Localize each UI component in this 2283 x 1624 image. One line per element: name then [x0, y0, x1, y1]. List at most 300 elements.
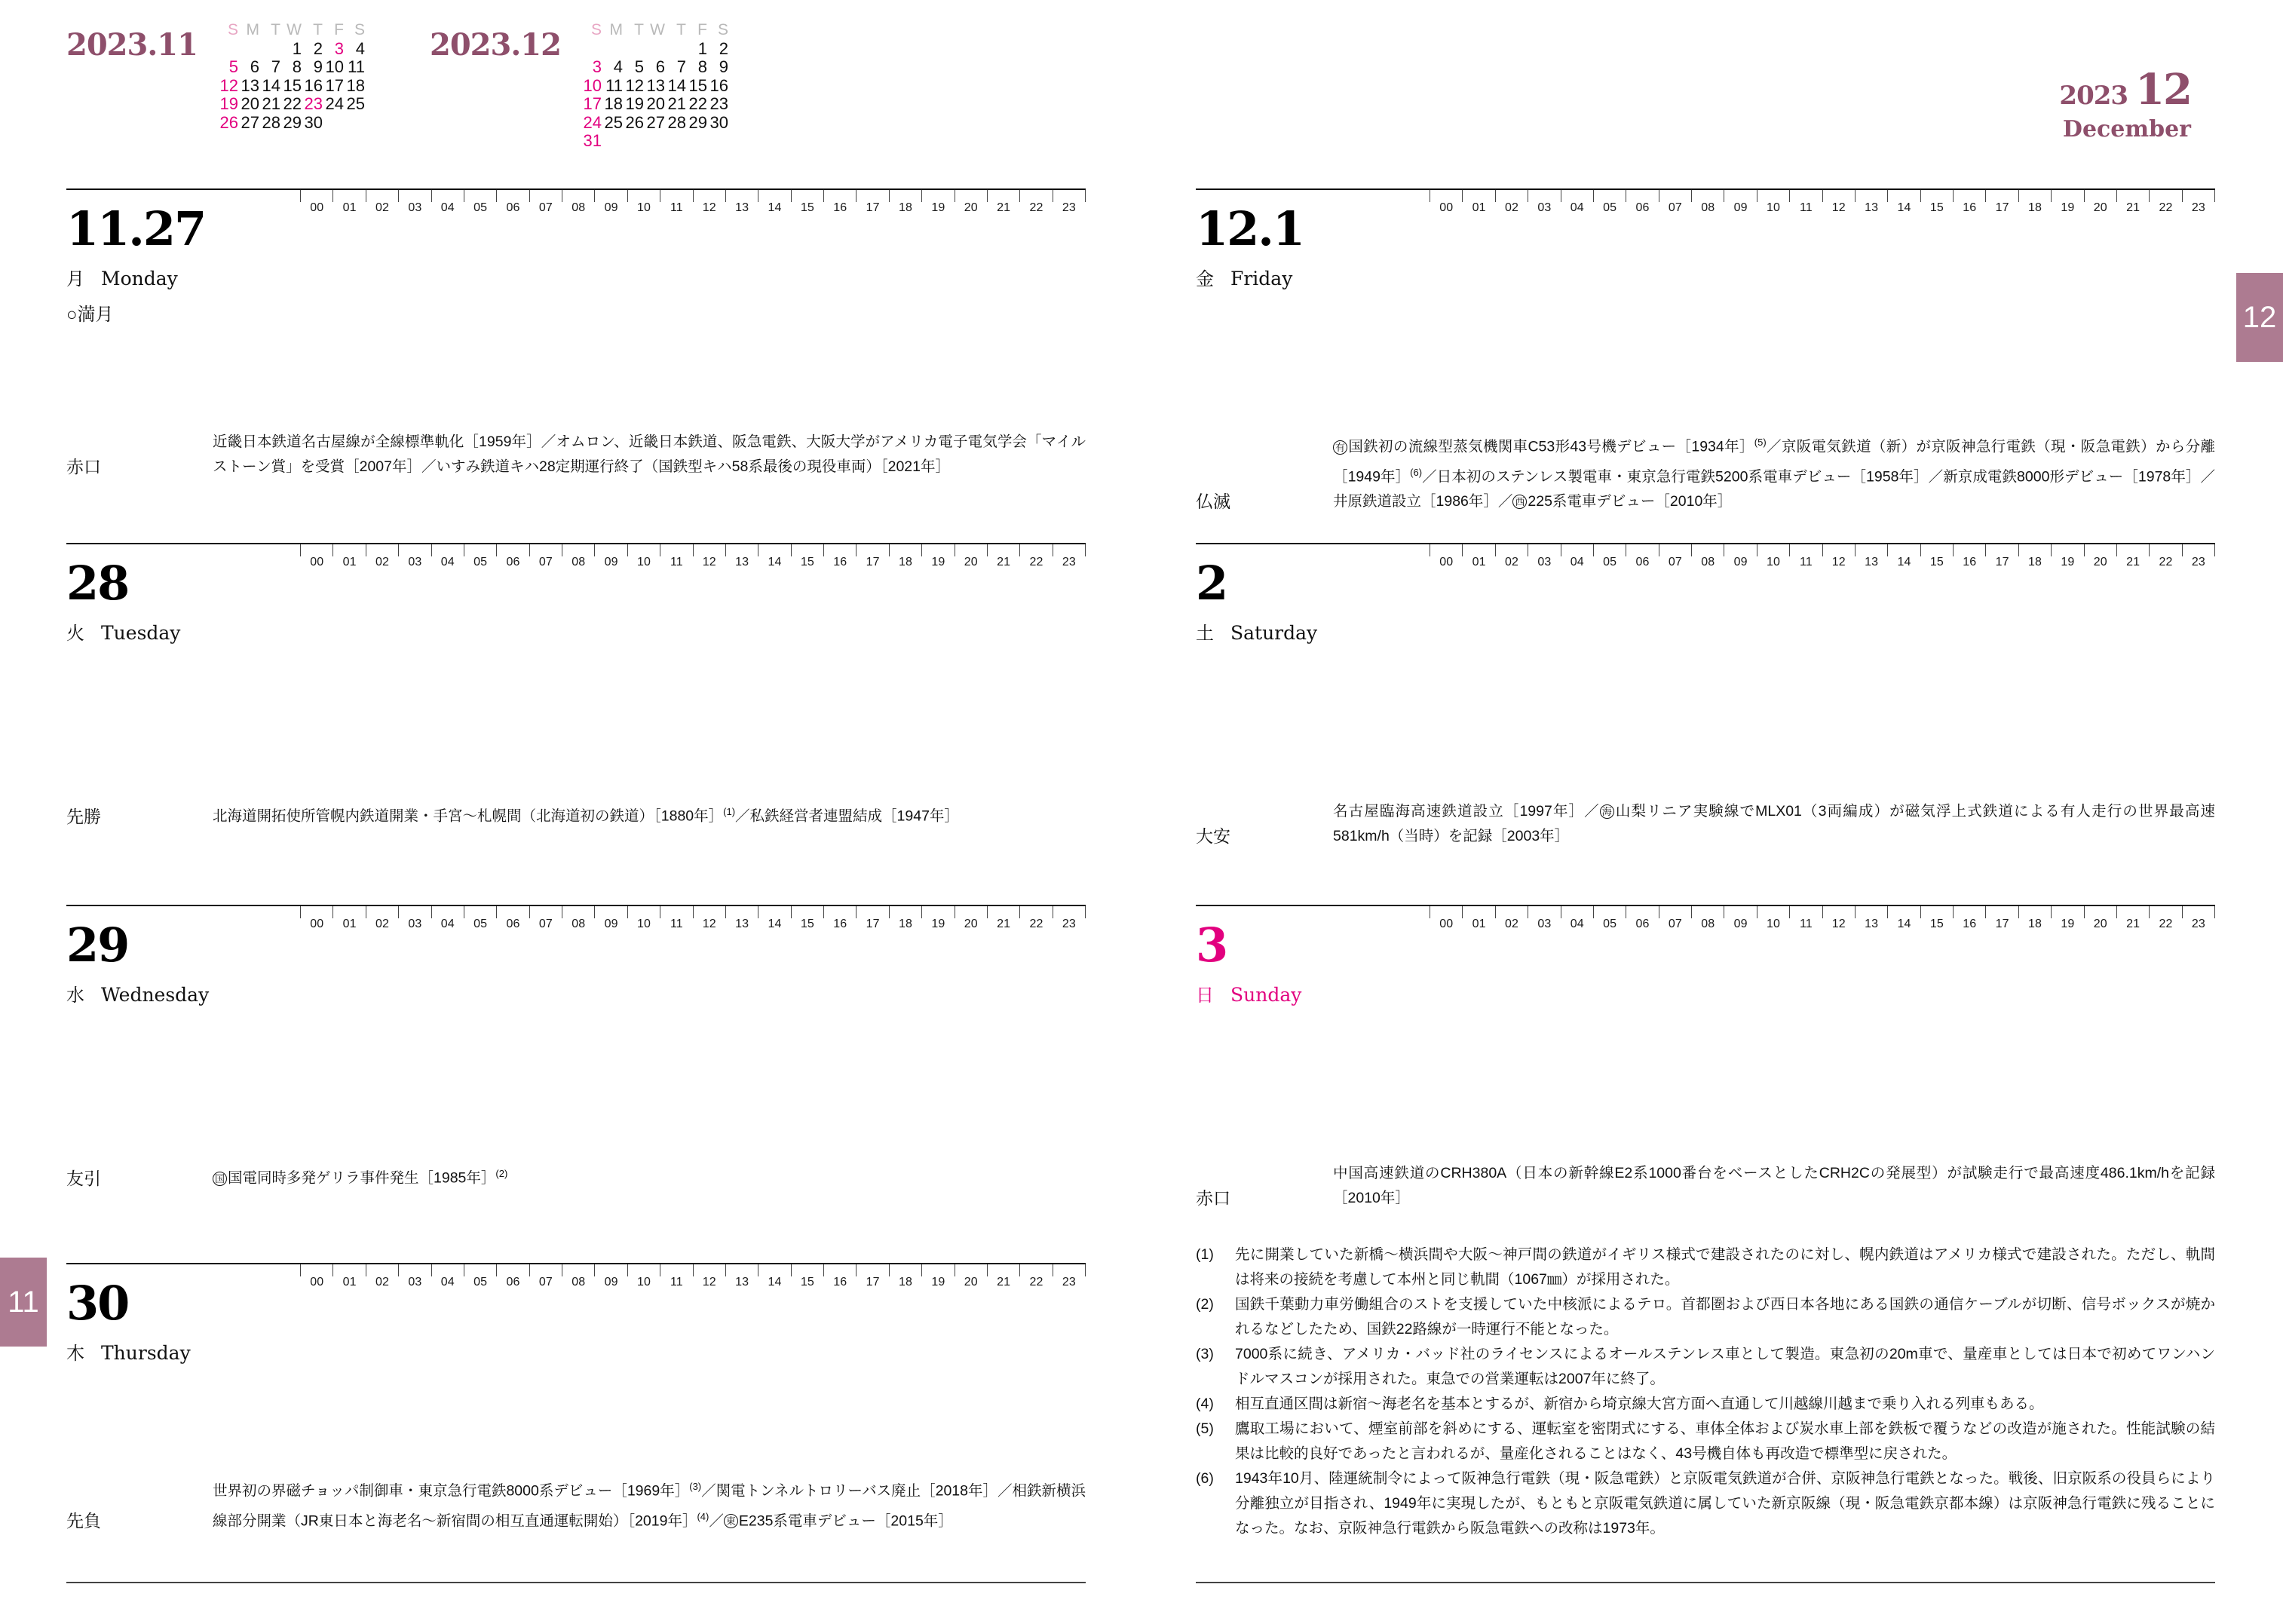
- hour-slot[interactable]: [693, 906, 725, 930]
- mini-calendar-day[interactable]: 1: [292, 38, 302, 58]
- hour-slot[interactable]: [594, 1264, 627, 1288]
- hour-slot[interactable]: [889, 190, 921, 214]
- hour-slot[interactable]: [1757, 906, 1789, 930]
- hour-slot[interactable]: [758, 1264, 790, 1288]
- date-number: 30: [66, 1276, 129, 1331]
- hour-label: 19: [931, 201, 945, 214]
- hour-label: 04: [1570, 201, 1584, 214]
- hour-slot[interactable]: [1593, 906, 1626, 930]
- mini-calendar-day[interactable]: 29: [688, 112, 707, 132]
- hour-slot[interactable]: [2084, 544, 2116, 568]
- hour-slot[interactable]: [1887, 906, 1920, 930]
- mini-calendar-day[interactable]: 25: [604, 112, 623, 132]
- hour-slot[interactable]: [856, 906, 888, 930]
- hour-slot[interactable]: [1462, 190, 1494, 214]
- hour-slot[interactable]: [332, 190, 365, 214]
- hour-slot[interactable]: [464, 544, 496, 568]
- mini-calendar-blank: [217, 40, 238, 59]
- hour-slot[interactable]: [562, 1264, 594, 1288]
- hour-slot[interactable]: [823, 544, 856, 568]
- mini-calendar-day[interactable]: 17: [583, 94, 602, 113]
- hour-slot[interactable]: [431, 1264, 464, 1288]
- hour-slot[interactable]: [1724, 906, 1756, 930]
- hour-label: 17: [1995, 201, 2009, 214]
- hour-slot[interactable]: [496, 1264, 529, 1288]
- hour-slot[interactable]: [1822, 190, 1855, 214]
- hour-slot[interactable]: [1855, 544, 1887, 568]
- hour-label: 15: [800, 918, 814, 930]
- day-divider: [1196, 188, 2215, 214]
- hour-slot[interactable]: [2149, 544, 2181, 568]
- footnote-number: (5): [1196, 1420, 1214, 1437]
- hour-slot[interactable]: [725, 544, 758, 568]
- hour-slot[interactable]: [366, 544, 398, 568]
- hour-slot[interactable]: [529, 1264, 562, 1288]
- mini-calendar-day[interactable]: 6: [250, 57, 259, 76]
- hour-slot[interactable]: [1757, 544, 1789, 568]
- mini-calendar-blank: [623, 40, 644, 59]
- mini-calendar-day[interactable]: 26: [625, 112, 644, 132]
- hour-slot[interactable]: [431, 190, 464, 214]
- hour-slot[interactable]: [725, 1264, 758, 1288]
- hour-ruler[interactable]: [1430, 544, 2215, 570]
- hour-slot[interactable]: [889, 1264, 921, 1288]
- hour-slot[interactable]: [1593, 544, 1626, 568]
- hour-slot[interactable]: [1019, 544, 1052, 568]
- hour-slot[interactable]: [332, 906, 365, 930]
- mini-calendar-day[interactable]: 10: [325, 57, 344, 76]
- hour-ruler[interactable]: [1430, 906, 2215, 932]
- hour-slot[interactable]: [2084, 906, 2116, 930]
- hour-slot[interactable]: [823, 1264, 856, 1288]
- hour-slot[interactable]: [856, 544, 888, 568]
- hour-label: 12: [702, 201, 716, 214]
- hour-slot[interactable]: [398, 544, 431, 568]
- hour-ruler[interactable]: [1430, 190, 2215, 216]
- mini-calendar-day[interactable]: 19: [219, 94, 238, 113]
- hour-slot[interactable]: [1789, 544, 1822, 568]
- hour-slot[interactable]: [332, 1264, 365, 1288]
- hour-slot[interactable]: [1561, 544, 1593, 568]
- mini-calendar-day[interactable]: 12: [625, 75, 644, 95]
- hour-slot[interactable]: [1691, 906, 1724, 930]
- mini-calendar-day[interactable]: 11: [348, 57, 365, 76]
- hour-slot[interactable]: [1953, 544, 1985, 568]
- hour-slot[interactable]: [398, 906, 431, 930]
- hour-label: 11: [670, 201, 683, 214]
- hour-label: 22: [2159, 918, 2173, 930]
- mini-calendar-day[interactable]: 13: [241, 75, 259, 95]
- hour-slot[interactable]: [856, 190, 888, 214]
- hour-slot[interactable]: [1626, 544, 1658, 568]
- mini-calendar-day[interactable]: 4: [355, 38, 365, 58]
- hour-slot[interactable]: [2182, 544, 2215, 568]
- mini-calendar-day[interactable]: 5: [634, 57, 644, 76]
- mini-calendar-day[interactable]: 3: [592, 57, 602, 76]
- hour-slot[interactable]: [1855, 906, 1887, 930]
- hour-slot[interactable]: [1855, 190, 1887, 214]
- mini-calendar-day[interactable]: 18: [346, 75, 365, 95]
- hour-slot[interactable]: [1053, 906, 1086, 930]
- hour-label: 06: [1635, 918, 1650, 930]
- mini-calendar-day[interactable]: 30: [709, 112, 728, 132]
- mini-calendar-day[interactable]: 20: [241, 94, 259, 113]
- hour-slot[interactable]: [1920, 190, 1953, 214]
- mini-calendar-november[interactable]: [66, 21, 365, 132]
- hour-slot[interactable]: [496, 544, 529, 568]
- hour-slot[interactable]: [2051, 190, 2083, 214]
- hour-slot[interactable]: [693, 544, 725, 568]
- mini-calendar-day[interactable]: 3: [334, 38, 344, 58]
- hour-slot[interactable]: [398, 1264, 431, 1288]
- mini-calendar-dow: T: [676, 21, 686, 38]
- hour-slot[interactable]: [2051, 544, 2083, 568]
- hour-slot[interactable]: [791, 906, 823, 930]
- hour-slot[interactable]: [1659, 544, 1691, 568]
- hour-slot[interactable]: [1691, 190, 1724, 214]
- day-divider: [1196, 543, 2215, 568]
- hour-label: 09: [1733, 201, 1748, 214]
- hour-slot[interactable]: [1561, 190, 1593, 214]
- hour-slot[interactable]: [1019, 1264, 1052, 1288]
- mini-calendar-day[interactable]: 23: [709, 94, 728, 113]
- day-of-week-en: Tuesday: [101, 622, 181, 644]
- hour-slot[interactable]: [594, 544, 627, 568]
- hour-slot[interactable]: [921, 906, 954, 930]
- hour-slot[interactable]: [660, 190, 692, 214]
- mini-calendar-day[interactable]: 4: [613, 57, 623, 76]
- mini-calendar-day[interactable]: 17: [325, 75, 344, 95]
- hour-slot[interactable]: [1528, 544, 1560, 568]
- mini-calendar-day[interactable]: 21: [262, 94, 280, 113]
- month-tab-december[interactable]: 12: [2236, 273, 2283, 362]
- mini-calendar-day[interactable]: 2: [313, 38, 323, 58]
- mini-calendar-day[interactable]: 10: [583, 75, 602, 95]
- mini-calendar-day[interactable]: 14: [667, 75, 686, 95]
- hour-slot[interactable]: [1887, 190, 1920, 214]
- hour-slot[interactable]: [627, 1264, 660, 1288]
- hour-slot[interactable]: [889, 544, 921, 568]
- hour-slot[interactable]: [1887, 544, 1920, 568]
- hour-slot[interactable]: [1822, 544, 1855, 568]
- hour-slot[interactable]: [1462, 544, 1494, 568]
- hour-slot[interactable]: [1822, 906, 1855, 930]
- hour-slot[interactable]: [660, 544, 692, 568]
- hour-label: 01: [1472, 918, 1486, 930]
- hour-slot[interactable]: [693, 190, 725, 214]
- hour-slot[interactable]: [2182, 190, 2215, 214]
- mini-calendar-day[interactable]: 15: [688, 75, 707, 95]
- hour-slot[interactable]: [627, 190, 660, 214]
- hour-slot[interactable]: [2182, 906, 2215, 930]
- hour-slot[interactable]: [464, 906, 496, 930]
- hour-slot[interactable]: [1691, 544, 1724, 568]
- hour-label: 19: [931, 918, 945, 930]
- hour-slot[interactable]: [921, 544, 954, 568]
- right-page: [1142, 0, 2283, 1624]
- hour-slot[interactable]: [1985, 544, 2018, 568]
- hour-label: 14: [768, 201, 782, 214]
- hour-slot[interactable]: [1659, 906, 1691, 930]
- day-footer: [66, 430, 1086, 480]
- hour-slot[interactable]: [2149, 190, 2181, 214]
- hour-slot[interactable]: [1528, 906, 1560, 930]
- day-divider: [66, 543, 1086, 568]
- hour-slot[interactable]: [758, 544, 790, 568]
- hour-slot[interactable]: [791, 190, 823, 214]
- mini-calendar-day[interactable]: 21: [667, 94, 686, 113]
- hour-slot[interactable]: [627, 906, 660, 930]
- hour-slot[interactable]: [1053, 544, 1086, 568]
- hour-slot[interactable]: [1724, 190, 1756, 214]
- day-of-week-ja: 水: [66, 985, 84, 1006]
- hour-slot[interactable]: [1789, 906, 1822, 930]
- hour-label: 12: [1831, 556, 1846, 568]
- hour-slot[interactable]: [300, 906, 332, 930]
- hour-slot[interactable]: [464, 190, 496, 214]
- hour-slot[interactable]: [627, 544, 660, 568]
- day-of-week-en: Monday: [101, 268, 178, 290]
- hour-slot[interactable]: [1430, 544, 1462, 568]
- hour-slot[interactable]: [758, 190, 790, 214]
- hour-slot[interactable]: [2116, 906, 2149, 930]
- hour-slot[interactable]: [791, 1264, 823, 1288]
- hour-label: 22: [1029, 201, 1043, 214]
- hour-slot[interactable]: [955, 1264, 987, 1288]
- hour-slot[interactable]: [562, 544, 594, 568]
- hour-slot[interactable]: [2018, 190, 2051, 214]
- hour-slot[interactable]: [2018, 544, 2051, 568]
- hour-slot[interactable]: [366, 906, 398, 930]
- hour-slot[interactable]: [1757, 190, 1789, 214]
- mini-calendar-day[interactable]: 28: [667, 112, 686, 132]
- mini-calendar-day[interactable]: 9: [313, 57, 323, 76]
- hour-label: 15: [1929, 201, 1944, 214]
- hour-label: 16: [833, 201, 847, 214]
- hour-slot[interactable]: [398, 190, 431, 214]
- hour-slot[interactable]: [464, 1264, 496, 1288]
- mini-calendar-dow: F: [334, 21, 344, 38]
- hour-label: 14: [768, 918, 782, 930]
- mini-calendar-day[interactable]: 22: [688, 94, 707, 113]
- hour-slot[interactable]: [1430, 190, 1462, 214]
- day-of-week: [66, 618, 1086, 645]
- hour-label: 00: [310, 918, 324, 930]
- hour-slot[interactable]: [1528, 190, 1560, 214]
- hour-slot[interactable]: [1920, 906, 1953, 930]
- hour-slot[interactable]: [2084, 190, 2116, 214]
- hour-slot[interactable]: [1053, 1264, 1086, 1288]
- hour-slot[interactable]: [1561, 906, 1593, 930]
- mini-calendar-day[interactable]: 18: [604, 94, 623, 113]
- mini-calendar-day[interactable]: 7: [271, 57, 280, 76]
- day-divider: [1196, 905, 2215, 930]
- mini-calendar-day[interactable]: 1: [697, 38, 707, 58]
- mini-calendar-day[interactable]: 19: [625, 94, 644, 113]
- hour-slot[interactable]: [1019, 190, 1052, 214]
- hour-label: 14: [1897, 201, 1911, 214]
- hour-slot[interactable]: [921, 1264, 954, 1288]
- mini-calendar-day[interactable]: 15: [283, 75, 302, 95]
- mini-calendar-day[interactable]: 9: [719, 57, 728, 76]
- hour-slot[interactable]: [562, 906, 594, 930]
- hour-label: 07: [538, 1276, 553, 1288]
- hour-slot[interactable]: [955, 544, 987, 568]
- hour-ruler[interactable]: [300, 544, 1086, 570]
- mini-calendar-day[interactable]: 14: [262, 75, 280, 95]
- hour-label: 06: [506, 556, 520, 568]
- hour-slot[interactable]: [660, 1264, 692, 1288]
- hour-slot[interactable]: [1495, 906, 1528, 930]
- hour-ruler[interactable]: [300, 1264, 1086, 1290]
- mini-calendar-day[interactable]: 26: [219, 112, 238, 132]
- hour-slot[interactable]: [366, 190, 398, 214]
- hour-slot[interactable]: [431, 906, 464, 930]
- hour-slot[interactable]: [889, 906, 921, 930]
- mini-calendar-day[interactable]: 27: [646, 112, 665, 132]
- hour-slot[interactable]: [1920, 544, 1953, 568]
- hour-ruler[interactable]: [300, 906, 1086, 932]
- month-header-year: 2023: [2059, 81, 2128, 111]
- hour-slot[interactable]: [1626, 190, 1658, 214]
- hour-label: 10: [637, 556, 651, 568]
- mini-calendar-day[interactable]: 12: [219, 75, 238, 95]
- hour-slot[interactable]: [562, 190, 594, 214]
- hour-slot[interactable]: [955, 190, 987, 214]
- hour-label: 20: [2093, 556, 2107, 568]
- mini-calendar-day[interactable]: 23: [304, 94, 323, 113]
- mini-calendar-day[interactable]: 16: [304, 75, 323, 95]
- hour-slot[interactable]: [856, 1264, 888, 1288]
- hour-slot[interactable]: [1593, 190, 1626, 214]
- mini-calendar-day[interactable]: 31: [583, 131, 602, 150]
- hour-slot[interactable]: [529, 906, 562, 930]
- date-number: 12.1: [1196, 201, 1304, 256]
- hour-slot[interactable]: [366, 1264, 398, 1288]
- mini-calendars: [66, 21, 728, 151]
- hour-slot[interactable]: [1019, 906, 1052, 930]
- hour-slot[interactable]: [2149, 906, 2181, 930]
- hour-slot[interactable]: [496, 190, 529, 214]
- mini-calendar-day[interactable]: 28: [262, 112, 280, 132]
- mini-calendar-day[interactable]: 8: [697, 57, 707, 76]
- mini-calendar-day[interactable]: 22: [283, 94, 302, 113]
- hour-slot[interactable]: [300, 1264, 332, 1288]
- mini-calendar-day[interactable]: 20: [646, 94, 665, 113]
- hour-label: 05: [473, 918, 487, 930]
- hour-slot[interactable]: [2018, 906, 2051, 930]
- hour-slot[interactable]: [332, 544, 365, 568]
- hour-label: 04: [440, 1276, 455, 1288]
- mini-calendar-day[interactable]: 24: [325, 94, 344, 113]
- hour-slot[interactable]: [594, 906, 627, 930]
- hour-slot[interactable]: [1462, 906, 1494, 930]
- hour-slot[interactable]: [660, 906, 692, 930]
- hour-label: 03: [1537, 556, 1552, 568]
- mini-calendar-day[interactable]: 8: [292, 57, 302, 76]
- mini-calendar-day[interactable]: 29: [283, 112, 302, 132]
- hour-slot[interactable]: [758, 906, 790, 930]
- hour-slot[interactable]: [1430, 906, 1462, 930]
- mini-calendar-day[interactable]: 2: [719, 38, 728, 58]
- hour-slot[interactable]: [725, 190, 758, 214]
- hour-slot[interactable]: [955, 906, 987, 930]
- rokuyo-label: 仏滅: [1196, 492, 1230, 511]
- hour-slot[interactable]: [1626, 906, 1658, 930]
- hour-slot[interactable]: [1953, 190, 1985, 214]
- hour-label: 05: [1603, 201, 1616, 214]
- hour-slot[interactable]: [1985, 906, 2018, 930]
- mini-calendar-december[interactable]: [430, 21, 728, 151]
- mini-calendar-day[interactable]: 30: [304, 112, 323, 132]
- hour-slot[interactable]: [1495, 190, 1528, 214]
- hour-slot[interactable]: [725, 906, 758, 930]
- hour-slot[interactable]: [987, 906, 1019, 930]
- hour-slot[interactable]: [921, 190, 954, 214]
- mini-calendar-day[interactable]: 7: [676, 57, 686, 76]
- footnote-item: [1196, 1392, 2215, 1417]
- mini-calendar-day[interactable]: 5: [228, 57, 238, 76]
- mini-calendar-day[interactable]: 24: [583, 112, 602, 132]
- hour-slot[interactable]: [987, 1264, 1019, 1288]
- hour-slot[interactable]: [791, 544, 823, 568]
- hour-slot[interactable]: [693, 1264, 725, 1288]
- hour-label: 14: [768, 556, 782, 568]
- hour-slot[interactable]: [1053, 190, 1086, 214]
- hour-label: 02: [375, 1276, 389, 1288]
- hour-slot[interactable]: [1659, 190, 1691, 214]
- hour-slot[interactable]: [823, 190, 856, 214]
- month-tab-november[interactable]: 11: [0, 1258, 47, 1347]
- hour-slot[interactable]: [431, 544, 464, 568]
- mini-calendar-day[interactable]: 11: [605, 75, 623, 95]
- hour-slot[interactable]: [1985, 190, 2018, 214]
- hour-label: 08: [572, 201, 586, 214]
- hour-slot[interactable]: [1789, 190, 1822, 214]
- mini-calendar-day[interactable]: 27: [241, 112, 259, 132]
- mini-calendar-dow: S: [227, 21, 238, 38]
- hour-label: 01: [342, 918, 357, 930]
- hour-slot[interactable]: [300, 544, 332, 568]
- mini-calendar-day[interactable]: 13: [646, 75, 665, 95]
- hour-slot[interactable]: [1953, 906, 1985, 930]
- hour-label: 05: [1603, 556, 1616, 568]
- hour-slot[interactable]: [987, 544, 1019, 568]
- footnote-number: (6): [1196, 1470, 1214, 1487]
- hour-label: 14: [1897, 556, 1911, 568]
- hour-slot[interactable]: [2116, 190, 2149, 214]
- hour-slot[interactable]: [1724, 544, 1756, 568]
- hour-label: 05: [473, 556, 487, 568]
- hour-ruler[interactable]: [300, 190, 1086, 216]
- hour-slot[interactable]: [300, 190, 332, 214]
- hour-slot[interactable]: [2116, 544, 2149, 568]
- hour-slot[interactable]: [823, 906, 856, 930]
- mini-calendar-day[interactable]: 16: [709, 75, 728, 95]
- hour-label: 22: [1029, 556, 1043, 568]
- month-header: [2059, 65, 2191, 142]
- hour-slot[interactable]: [496, 906, 529, 930]
- hour-slot[interactable]: [529, 544, 562, 568]
- mini-calendar-day[interactable]: 6: [655, 57, 665, 76]
- hour-slot[interactable]: [594, 190, 627, 214]
- mini-calendar-day[interactable]: 25: [346, 94, 365, 113]
- hour-slot[interactable]: [529, 190, 562, 214]
- hour-slot[interactable]: [2051, 906, 2083, 930]
- hour-slot[interactable]: [1495, 544, 1528, 568]
- footnote-text: 先に開業していた新橋〜横浜間や大阪〜神戸間の鉄道がイギリス様式で建設されたのに対し、幌内鉄道はアメリカ様式で建設された。ただし、軌間は将来の接続を考慮して本州と同じ軌間（1067㎜）が採用された。: [1235, 1246, 2215, 1288]
- hour-slot[interactable]: [987, 190, 1019, 214]
